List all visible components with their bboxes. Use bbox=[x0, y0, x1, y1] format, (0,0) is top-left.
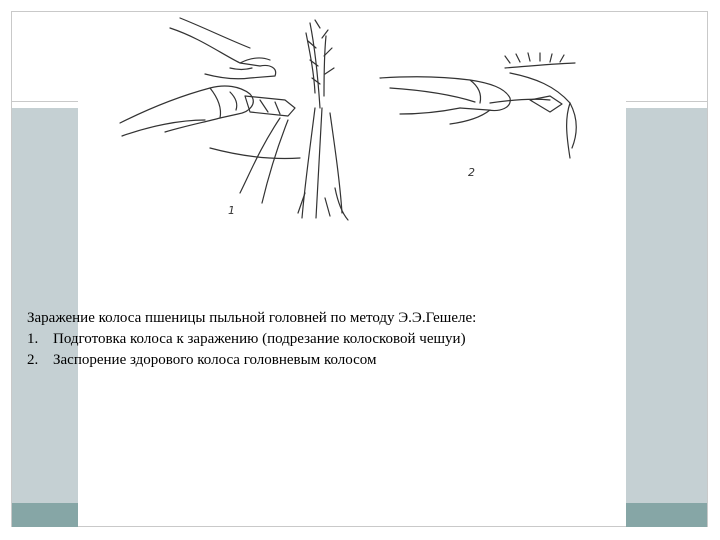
top-rule-left bbox=[12, 101, 78, 102]
caption-item bbox=[27, 350, 667, 371]
right-bottom-strip bbox=[626, 503, 707, 527]
caption-title: Заражение колоса пшеницы пыльной головней по методу Э.Э.Гешеле: bbox=[27, 310, 477, 326]
figure-1-drawing bbox=[120, 18, 348, 220]
figure-label-1: 1 bbox=[228, 204, 235, 217]
top-rule-right bbox=[626, 101, 707, 102]
caption-item-text: Заспорение здорового колоса головневым колосом bbox=[53, 352, 377, 368]
left-side-band bbox=[12, 108, 78, 503]
caption-item-number: 2. bbox=[27, 352, 39, 368]
right-side-band bbox=[626, 108, 707, 503]
caption-item-text: Подготовка колоса к заражению (подрезание колосковой чешуи) bbox=[53, 331, 466, 347]
caption-item bbox=[27, 329, 667, 350]
figure-label-2: 2 bbox=[468, 166, 475, 179]
left-bottom-strip bbox=[12, 503, 78, 527]
figure-2-drawing bbox=[380, 53, 576, 158]
figure-caption bbox=[27, 308, 667, 371]
wheat-infection-illustration bbox=[110, 8, 600, 233]
caption-item-number: 1. bbox=[27, 331, 39, 347]
illustration-drawing bbox=[110, 8, 600, 233]
